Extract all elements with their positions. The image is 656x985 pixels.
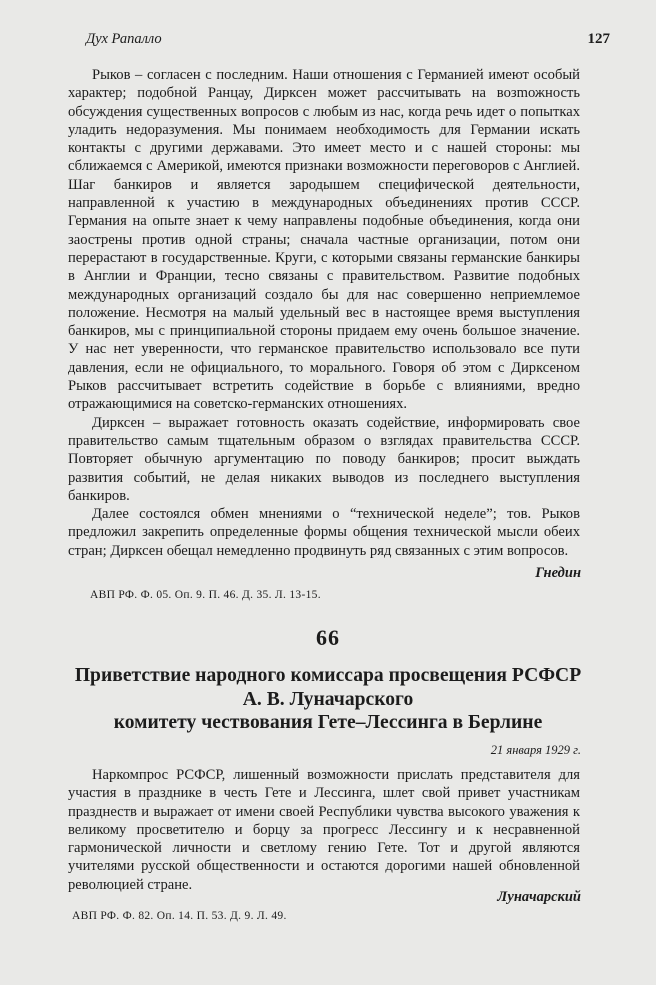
doc65-body	[68, 66, 580, 560]
doc65-signature: Гнедин	[535, 565, 581, 581]
running-head-title: Дух Рапалло	[86, 31, 162, 47]
doc65-paragraph-2: Дирксен – выражает готовность оказать содействие, информировать свое правительство самым тщательным образом о взглядах правительства СССР. Повторяет обычную аргументацию по поводу банкиров; просит выждать развития событий, не делая никаких выводов из последнего выступления банкиров.	[68, 414, 580, 504]
document-number: 66	[316, 625, 340, 650]
doc66-source: АВП РФ. Ф. 82. Оп. 14. П. 53. Д. 9. Л. 49.	[72, 910, 287, 922]
doc66-paragraph-1: Наркомпрос РСФСР, лишенный возможности прислать представителя для участия в празднике в честь Гете и Лессинга, шлет свой привет участникам празднеств и выражает от имени своей Республики чувства высокого уважения к великому просветителю и борцу за прогресс Лессингу и к несравненной гармонической личности и светлому гению Гете. Тот и другой являются учителями русской общественности и остаются дорогими нашей обновленной революцией стране.	[68, 767, 580, 893]
doc66-body	[68, 766, 580, 894]
document-title-line-2: А. В. Луначарского	[242, 688, 414, 710]
running-head	[86, 31, 610, 53]
page-number: 127	[587, 31, 610, 47]
document-title-line-1: Приветствие народного комиссара просвещения РСФСР	[74, 665, 582, 686]
doc65-paragraph-3: Далее состоялся обмен мнениями о “технической неделе”; тов. Рыков предложил закрепить определенные формы общения технической мысли обеих стран; Дирксен обещал немедленно продвинуть ряд связанных с этим вопросов.	[68, 506, 580, 559]
document-title-line-3: комитету чествования Гете–Лессинга в Берлине	[113, 712, 543, 733]
doc66-signature: Луначарский	[497, 889, 581, 905]
document-date: 21 января 1929 г.	[490, 743, 581, 757]
doc65-paragraph-1: Рыков – согласен с последним. Наши отношения с Германией имеют особый характер; подобной Ранцау, Дирксен может рассчитывать на возmожность обсуждения существенных вопросов с любым из нас, когда речь идет о попытках уладить недоразумения. Мы понимаем необходимость для Германии искать контакты с другими державами. Это имеет место и с нашей стороны: мы сближаемся с Америкой, имеются признаки возможности переговоров с Англией. Шаг банкиров и является зародышем специфической деятельности, направленной к участию в международных объединениях против СССР. Германия на опыте знает к чему направлены подобные объединения, когда они заострены против одной страны; сначала частные организации, потом они перерастают в государственные. Круги, с которыми связаны германские банкиры в Англии и Франции, тесно связаны с правительством. Развитие подобных международных организаций создало бы для нас совершенно неприемлемое положение. Несмотря на малый удельный вес в настоящее время выступления банкиров, мы с принципиальной стороны придаем ему очень большое значение. У нас нет уверенности, что германское правительство использовало все пути давления, если не официального, то морального. Говоря об этом с Дирксеном Рыков рассчитывает встретить содействие в борьбе с влияниями, вредно отражающимися на советско-германских отношениях.	[68, 67, 580, 413]
doc65-source: АВП РФ. Ф. 05. Оп. 9. П. 46. Д. 35. Л. 13-15.	[90, 589, 321, 601]
document-title	[60, 664, 596, 735]
